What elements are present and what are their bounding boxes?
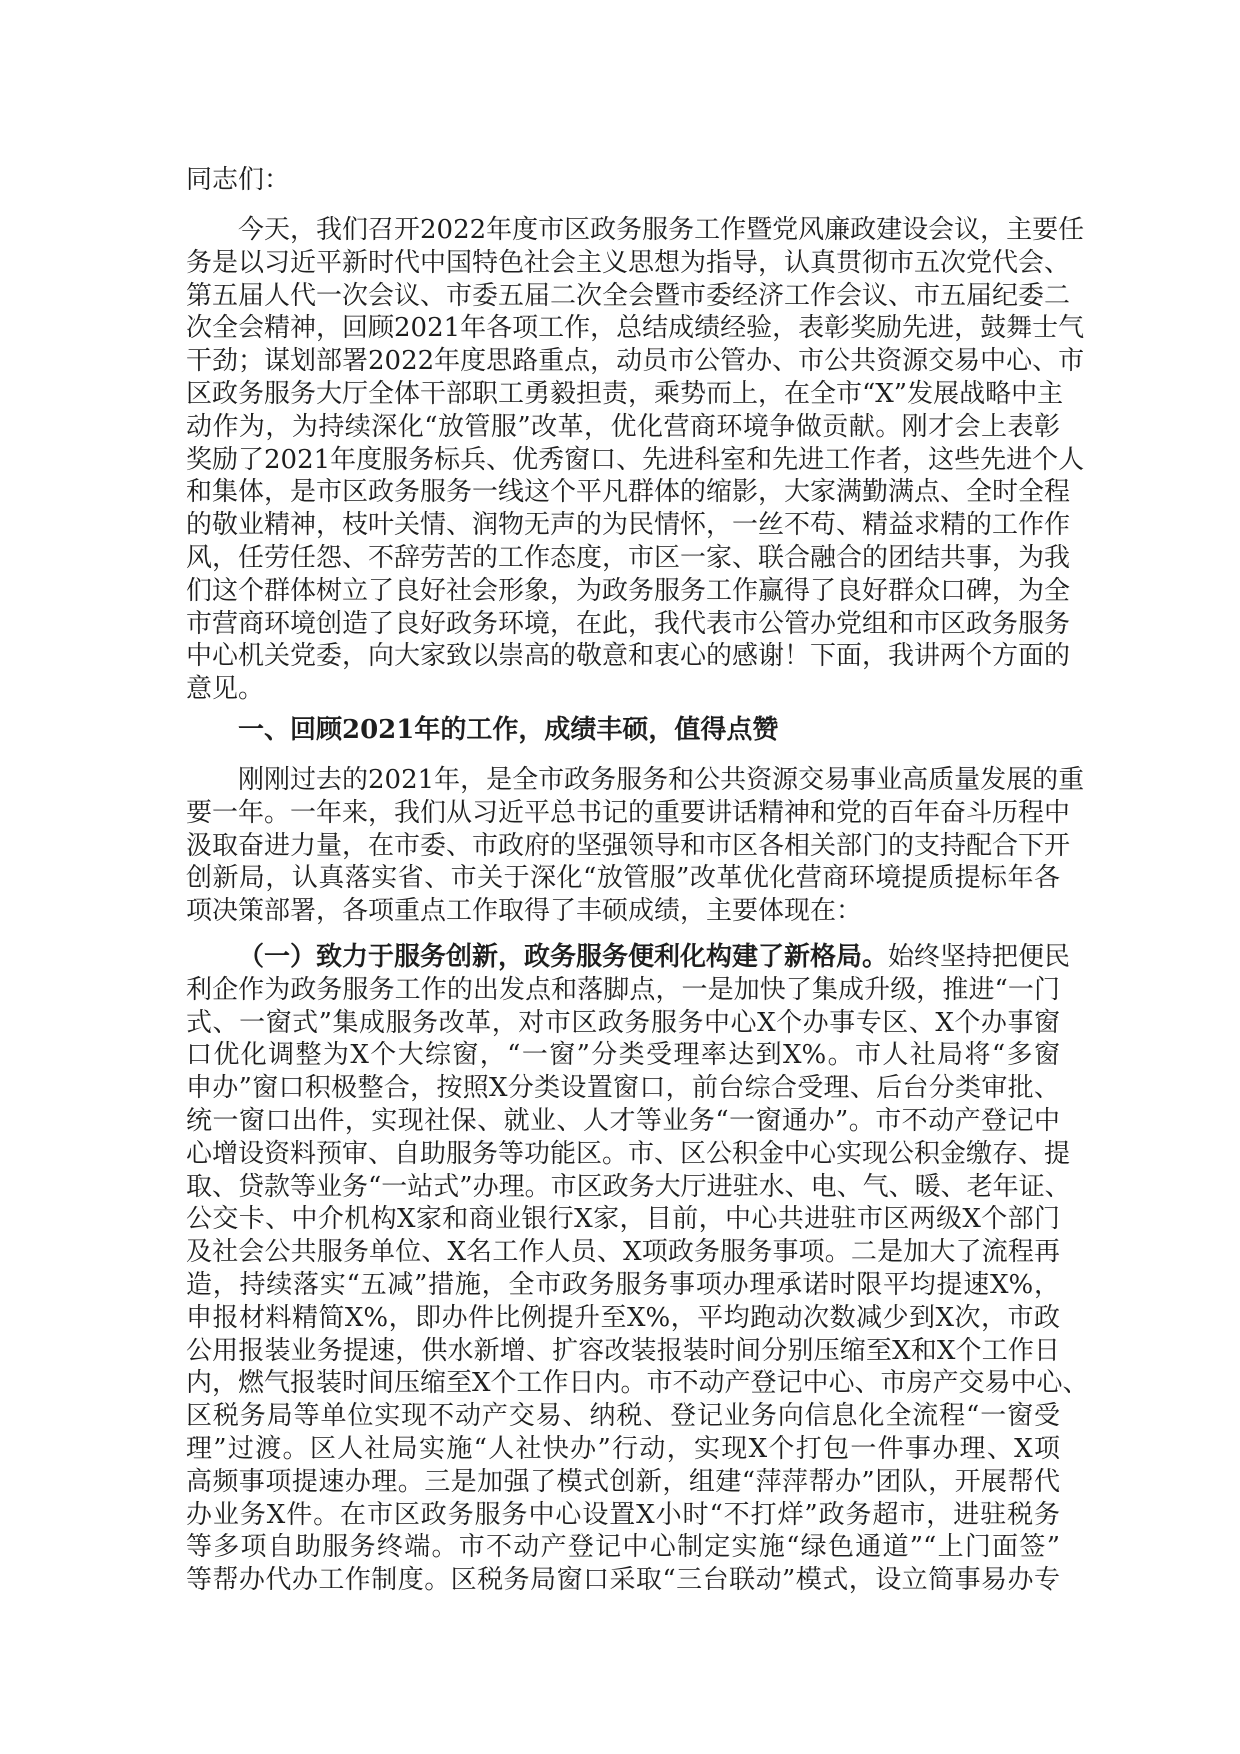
text-line: 等多项自助服务终端。市不动产登记中心制定实施“绿色通道”“上门面签” xyxy=(186,1532,1060,1563)
text-line: 中心机关党委，向大家致以崇高的敬意和衷心的感谢！下面，我讲两个方面的 xyxy=(186,641,1071,672)
section1-title: （一）致力于服务创新，政务服务便利化构建了新格局。 xyxy=(238,942,889,972)
text-line: 创新局，认真落实省、市关于深化“放管服”改革优化营商环境提质提标年各 xyxy=(186,863,1060,894)
heading-block xyxy=(186,714,1060,747)
text-line: 口优化调整为X个大综窗，“一窗”分类受理率达到X%。市人社局将“多窗 xyxy=(186,1040,1060,1071)
text-line: 造，持续落实“五减”措施，全市政务服务事项办理承诺时限平均提速X%， xyxy=(186,1269,1060,1300)
text-line: 式、一窗式”集成服务改革，对市区政务服务中心X个办事专区、X个办事窗 xyxy=(186,1007,1060,1038)
text-line: 申报材料精简X%，即办件比例提升至X%，平均跑动次数减少到X次，市政 xyxy=(186,1302,1060,1333)
section-heading: 一、回顾2021年的工作，成绩丰硕，值得点赞 xyxy=(238,715,779,745)
text-line: 区政务服务大厅全体干部职工勇毅担责，乘势而上，在全市“X”发展战略中主 xyxy=(186,378,1064,409)
review-paragraph xyxy=(186,764,1085,928)
text-line: 高频事项提速办理。三是加强了模式创新，组建“萍萍帮办”团队，开展帮代 xyxy=(186,1466,1060,1497)
text-line: 务是以习近平新时代中国特色社会主义思想为指导，认真贯彻市五次党代会、 xyxy=(186,247,1071,278)
text-line: 干劲；谋划部署2022年度思路重点，动员市公管办、市公共资源交易中心、市 xyxy=(186,346,1085,377)
text-line: 办业务X件。在市区政务服务中心设置X小时“不打烊”政务超市，进驻税务 xyxy=(186,1499,1060,1530)
text-line: 利企作为政务服务工作的出发点和落脚点，一是加快了集成升级，推进“一门 xyxy=(186,974,1060,1005)
text-line: 取、贷款等业务“一站式”办理。市区政务大厅进驻水、电、气、暖、老年证、 xyxy=(186,1171,1071,1202)
section1-first-line-rest: 始终坚持把便民 xyxy=(888,942,1071,972)
salutation: 同志们： xyxy=(186,165,291,195)
text-line: 心增设资料预审、自助服务等功能区。市、区公积金中心实现公积金缴存、提 xyxy=(186,1138,1071,1169)
text-line: 动作为，为持续深化“放管服”改革，优化营商环境争做贡献。刚才会上表彰 xyxy=(186,411,1060,442)
text-line: 项决策部署，各项重点工作取得了丰硕成绩，主要体现在： xyxy=(186,896,863,927)
section1-first-line xyxy=(186,941,1071,974)
text-line: 们这个群体树立了良好社会形象，为政务服务工作赢得了良好群众口碑，为全 xyxy=(186,575,1071,606)
salutation-block xyxy=(186,164,1060,197)
text-line: 内，燃气报装时间压缩至X个工作日内。市不动产登记中心、市房产交易中心、 xyxy=(186,1368,1089,1399)
text-line: 公交卡、中介机构X家和商业银行X家，目前，中心共进驻市区两级X个部门 xyxy=(186,1204,1060,1235)
text-line: 和集体，是市区政务服务一线这个平凡群体的缩影，大家满勤满点、全时全程 xyxy=(186,477,1071,508)
text-line: 风，任劳任怨、不辞劳苦的工作态度，市区一家、联合融合的团结共事，为我 xyxy=(186,542,1071,573)
text-line: 理”过渡。区人社局实施“人社快办”行动，实现X个打包一件事办理、X项 xyxy=(186,1433,1060,1464)
text-line: 今天，我们召开2022年度市区政务服务工作暨党风廉政建设会议，主要任 xyxy=(238,215,1085,245)
text-line: 申办”窗口积极整合，按照X分类设置窗口，前台综合受理、后台分类审批、 xyxy=(186,1073,1060,1104)
text-line: 汲取奋进力量，在市委、市政府的坚强领导和市区各相关部门的支持配合下开 xyxy=(186,830,1071,861)
text-line: 奖励了2021年度服务标兵、优秀窗口、先进科室和先进工作者，这些先进个人 xyxy=(186,444,1085,475)
text-line: 次全会精神，回顾2021年各项工作，总结成绩经验，表彰奖励先进，鼓舞士气 xyxy=(186,313,1085,344)
intro-paragraph xyxy=(186,214,1085,706)
text-line: 要一年。一年来，我们从习近平总书记的重要讲话精神和党的百年奋斗历程中 xyxy=(186,797,1071,828)
text-line: 统一窗口出件，实现社保、就业、人才等业务“一窗通办”。市不动产登记中 xyxy=(186,1105,1060,1136)
text-line: 等帮办代办工作制度。区税务局窗口采取“三台联动”模式，设立简事易办专 xyxy=(186,1565,1060,1596)
text-line: 及社会公共服务单位、X名工作人员、X项政务服务事项。二是加大了流程再 xyxy=(186,1237,1060,1268)
text-line: 刚刚过去的2021年，是全市政务服务和公共资源交易事业高质量发展的重 xyxy=(238,765,1085,795)
text-line: 区税务局等单位实现不动产交易、纳税、登记业务向信息化全流程“一窗受 xyxy=(186,1401,1060,1432)
text-line: 意见。 xyxy=(186,674,265,705)
section1-paragraph xyxy=(186,941,1089,1597)
text-line: 第五届人代一次会议、市委五届二次全会暨市委经济工作会议、市五届纪委二 xyxy=(186,280,1071,311)
text-line: 公用报装业务提速，供水新增、扩容改装报装时间分别压缩至X和X个工作日 xyxy=(186,1335,1060,1366)
text-line: 的敬业精神，枝叶关情、润物无声的为民情怀，一丝不苟、精益求精的工作作 xyxy=(186,510,1071,541)
text-line: 市营商环境创造了良好政务环境，在此，我代表市公管办党组和市区政务服务 xyxy=(186,608,1071,639)
